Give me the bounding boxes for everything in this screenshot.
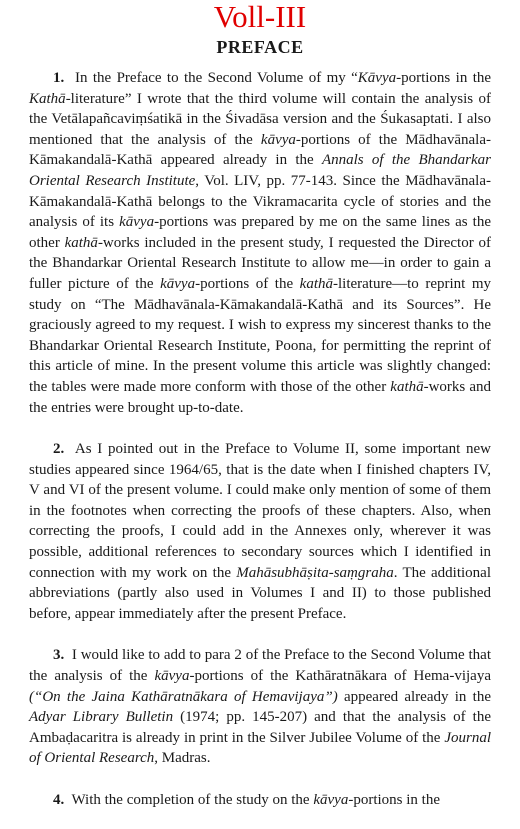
body-text: In the Preface to the Second Volume of my “ (75, 70, 358, 86)
paragraph-2 (29, 439, 491, 624)
italic-text: Annals of the Bhandarkar Oriental Research Institute (29, 152, 491, 189)
italic-text: kathā (390, 378, 424, 395)
body-text: -portions of the (195, 275, 300, 292)
body-text: -literature” I wrote that the third volume will contain the analysis of the Vetālapañcaviṃśatikā in the Śivadāsa version and the Śukasaptati. I also mentioned that the analysis of the (29, 90, 491, 148)
body-text: -works and the entries were brought up-to-date. (29, 378, 491, 416)
body-text: -portions in the (396, 70, 492, 86)
italic-text: kāvya (119, 214, 155, 231)
italic-text: Journal of Oriental Research (29, 729, 491, 767)
body-text: -portions of the Kathāratnākara of Hema-vijaya (189, 668, 491, 685)
italic-text: kathā (299, 275, 333, 292)
paragraph-1 (29, 68, 491, 418)
body-text: (1974; pp. 145-207) and that the analysis of the Ambaḍacaritra is already in print in the Silver Jubilee Volume of the (29, 709, 491, 746)
body-text: I would like to add to para 2 of the Preface to the Second Volume that the analysis of the (29, 647, 491, 685)
italic-text: kathā (64, 234, 98, 251)
italic-text: Adyar Library Bulletin (29, 709, 174, 726)
body-text: , Vol. LIV, pp. 77-143. Since the Mādhavānala-Kāmakandalā-Kathā belongs to the Vikramacarita cycle of stories and the analysis of its (29, 172, 491, 231)
italic-text: kāvya (154, 668, 190, 685)
italic-text: Mahāsubhāṣita-saṃgraha (236, 564, 394, 581)
body-text: . The additional abbreviations (partly also used in Volumes I and II) to those published before, appear immediately after the present Preface. (29, 564, 491, 622)
body-text: -portions in the (348, 792, 440, 808)
body-text: appeared already in the (337, 688, 491, 705)
paragraph-number: 4. (53, 792, 65, 808)
italic-text: kāvya (160, 275, 196, 292)
body-text: -works included in the present study, I requested the Director of the Bhandarkar Oriental Research Institute to allow me—in order to gain a fuller picture of the (29, 234, 491, 292)
body-text: As I pointed out in the Preface to Volume II, some important new studies appeared since 1964/65, that is the date when I finished chapters IV, V and VI of the present volume. I could make only mention of some of them in the footnotes when correcting the proofs of these chapters. Also, when correcting the proofs, I could add in the Annexes only, wherever it was possible, additional references to secondary sources which I identified in connection with my work on the (29, 441, 491, 581)
body-text: -portions of the Mādhavānala-Kāmakandalā-Kathā appeared already in the (29, 131, 491, 169)
paragraph-number: 1. (53, 70, 65, 86)
italic-text: (“On the Jaina Kathāratnākara of Hemavijaya”) (29, 688, 338, 705)
body-text: -literature—to reprint my study on “The Mādhavānala-Kāmakandalā-Kathā and its Sources”. He graciously agreed to my request. I wish to express my sincerest thanks to the Bhandarkar Oriental Research Institute, Poona, for permitting the reprint of this article of mine. In the present volume this article was slightly changed: the tables were made more conform with those of the other (29, 275, 492, 395)
body-text: -portions was prepared by me on the same lines as the other (29, 214, 491, 251)
paragraph-number: 2. (53, 441, 65, 458)
italic-text: Kathā (29, 90, 66, 107)
italic-text: kāvya (260, 131, 296, 148)
paragraph-number: 3. (53, 647, 65, 664)
body-text: With the completion of the study on the (71, 792, 314, 808)
italic-text: Kāvya (357, 70, 397, 86)
preface-body (29, 68, 491, 829)
volume-label: Voll-III (213, 0, 307, 34)
body-text: , Madras. (154, 750, 211, 767)
paragraph-3 (29, 645, 491, 769)
page-title: PREFACE (216, 37, 304, 57)
italic-text: kāvya (313, 792, 349, 808)
paragraph-4 (29, 790, 491, 811)
